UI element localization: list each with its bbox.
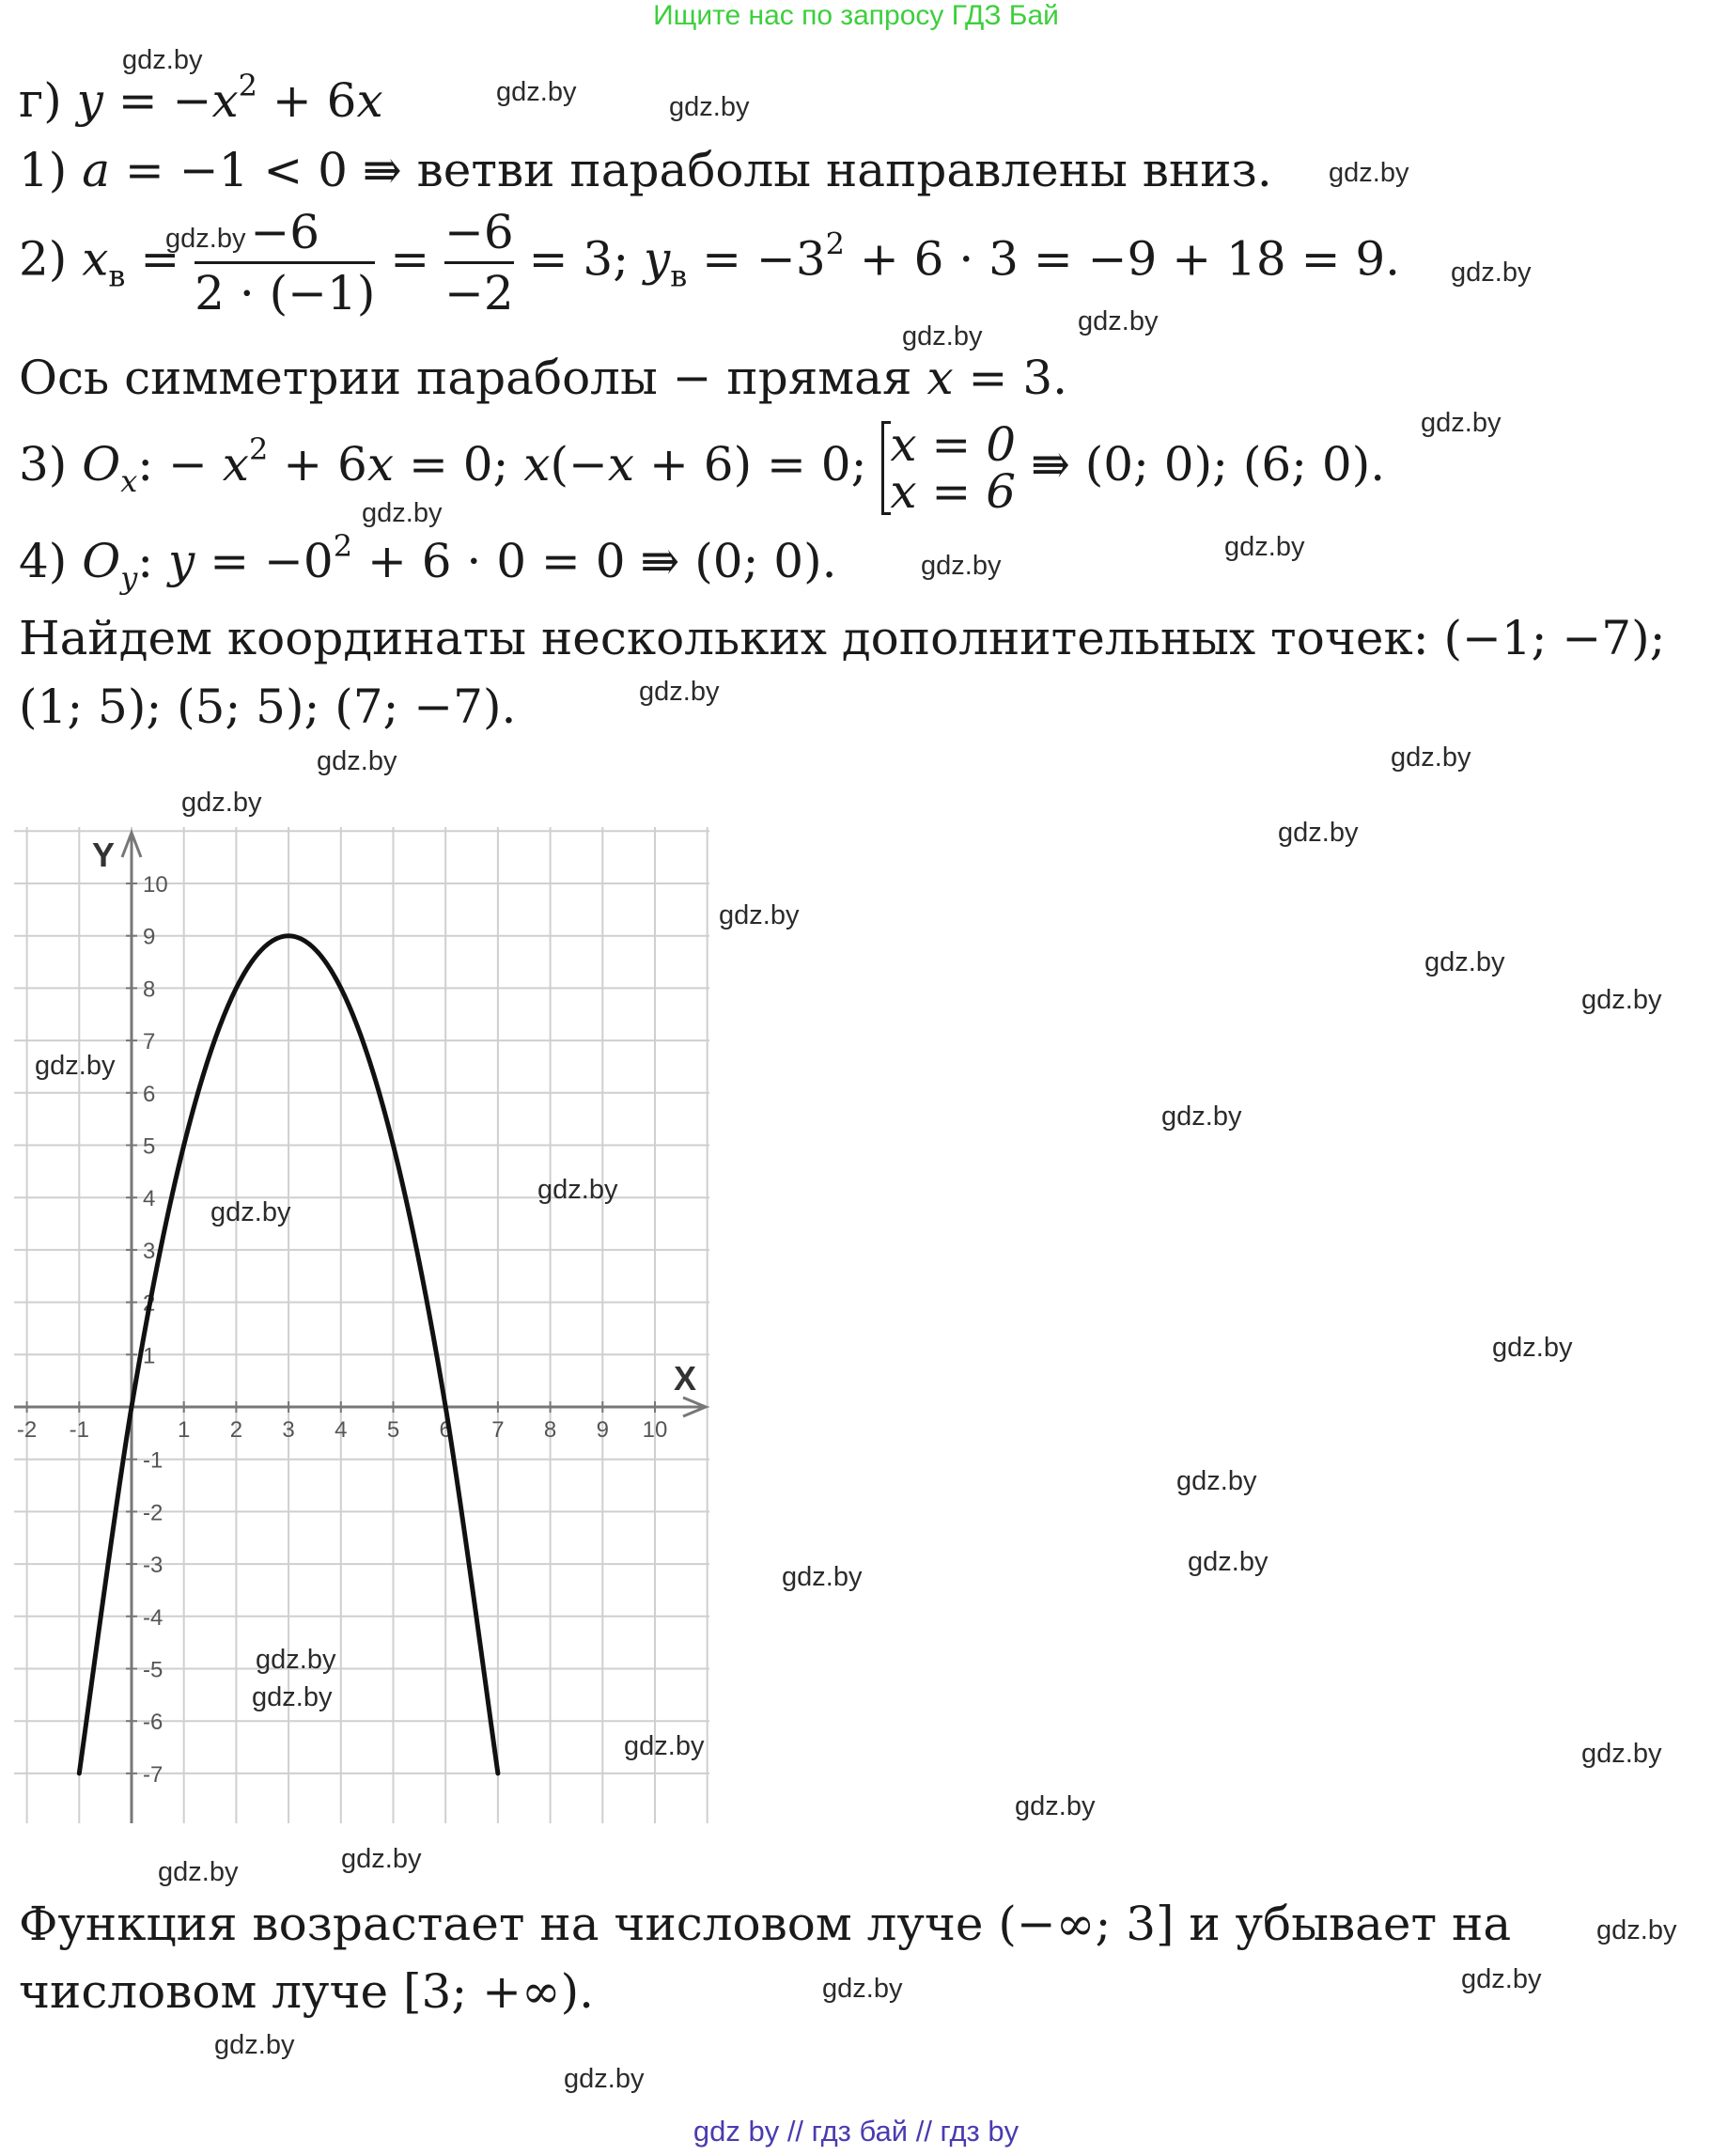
x-tick-label: -2 [16, 1417, 38, 1443]
subscript: в [108, 258, 126, 294]
y-tick-label: -3 [143, 1553, 163, 1579]
denominator: −2 [444, 266, 514, 320]
y-tick-label: 4 [143, 1186, 156, 1212]
watermark[interactable]: gdz.by [1451, 258, 1532, 288]
watermark[interactable]: gdz.by [1176, 1466, 1257, 1496]
extra-points-line-1: Найдем координаты нескольких дополнительных точек: (−1; −7); [19, 611, 1666, 665]
step-1 [19, 145, 1272, 196]
fraction-bar [195, 261, 375, 264]
y-tick-label: -1 [143, 1447, 163, 1474]
op: (− [550, 437, 608, 492]
x-tick-label: 4 [335, 1417, 348, 1443]
watermark[interactable]: gdz.by [256, 1645, 336, 1675]
op: : [137, 534, 169, 588]
x-tick-label: 3 [282, 1417, 295, 1443]
var: O [82, 534, 121, 588]
op: = −3 [687, 231, 826, 287]
var: x [366, 437, 395, 492]
denominator: 2 · (−1) [195, 266, 376, 320]
watermark[interactable]: gdz.by [122, 45, 203, 75]
y-tick-label: -5 [143, 1657, 163, 1683]
watermark[interactable]: gdz.by [537, 1175, 618, 1205]
monotonicity-line-2: числовом луче [3; +∞). [19, 1964, 595, 2019]
y-tick-label: 9 [143, 924, 156, 950]
y-axis-title: Y [92, 836, 116, 874]
function-definition [19, 68, 383, 128]
op: = − [102, 73, 212, 128]
watermark[interactable]: gdz.by [1391, 742, 1471, 773]
extra-points-line-2: (1; 5); (5; 5); (7; −7). [19, 680, 517, 734]
power: 2 [249, 431, 269, 467]
step-3 [19, 417, 1386, 519]
op: = 0; [394, 437, 524, 492]
equation-system [881, 417, 1017, 519]
y-tick-label: 8 [143, 976, 156, 1003]
subscript: y [120, 560, 138, 596]
x-tick-label: 5 [386, 1417, 400, 1443]
y-tick-label: 10 [143, 872, 168, 898]
op: : − [137, 437, 223, 492]
watermark[interactable]: gdz.by [35, 1051, 116, 1081]
item-label: г) [19, 73, 77, 128]
op: + 6 [268, 437, 367, 492]
watermark[interactable]: gdz.by [1581, 1739, 1662, 1769]
op: + 6 · 3 = −9 + 18 = 9. [845, 231, 1401, 287]
x-tick-label: 9 [596, 1417, 609, 1443]
x-tick-label: 2 [229, 1417, 243, 1443]
watermark[interactable]: gdz.by [1078, 306, 1159, 336]
var: y [643, 231, 671, 287]
watermark[interactable]: gdz.by [1278, 818, 1359, 848]
watermark[interactable]: gdz.by [782, 1562, 863, 1592]
x-tick-label: 1 [178, 1417, 191, 1443]
op: = −0 [195, 534, 334, 588]
step-text: Ось симметрии параболы − прямая [19, 351, 927, 405]
var: a [82, 143, 111, 197]
op: = 3. [953, 351, 1068, 405]
y-tick-label: -2 [143, 1500, 163, 1526]
watermark[interactable]: gdz.by [210, 1197, 291, 1227]
op: ⇛ (0; 0); (6; 0). [1016, 437, 1386, 492]
x-tick-label: -1 [69, 1417, 89, 1443]
y-tick-label: 1 [143, 1343, 156, 1369]
op: = 3; [513, 231, 644, 287]
watermark[interactable]: gdz.by [564, 2064, 645, 2094]
fraction-2 [444, 205, 514, 320]
watermark[interactable]: gdz.by [902, 321, 983, 352]
x-tick-label: 8 [543, 1417, 557, 1443]
var: x [211, 73, 239, 128]
subscript: x [120, 463, 138, 499]
parabola-graph [14, 827, 709, 1823]
x-tick-label: 6 [439, 1417, 452, 1443]
x-tick-label: 10 [642, 1417, 668, 1443]
watermark[interactable]: gdz.by [1161, 1101, 1242, 1132]
watermark[interactable]: gdz.by [639, 677, 720, 707]
watermark[interactable]: gdz.by [165, 224, 246, 254]
watermark[interactable]: gdz.by [1224, 532, 1305, 562]
system-row: x = 6 [890, 464, 1017, 519]
watermark[interactable]: gdz.by [1188, 1547, 1268, 1577]
var: x [82, 231, 109, 287]
numerator: −6 [444, 205, 514, 259]
var: x [222, 437, 249, 492]
y-tick-label: 2 [143, 1290, 156, 1317]
numerator: −6 [250, 205, 320, 259]
step-4 [19, 528, 837, 596]
step-text: ветви параболы направлены вниз. [416, 143, 1272, 197]
y-tick-label: 3 [143, 1238, 156, 1264]
var: O [82, 437, 121, 492]
var: x [523, 437, 551, 492]
subscript: в [670, 258, 688, 294]
step-number: 2) [19, 231, 83, 287]
watermark[interactable]: gdz.by [252, 1682, 333, 1712]
watermark[interactable]: gdz.by [341, 1844, 422, 1874]
watermark[interactable]: gdz.by [1424, 947, 1505, 977]
fraction-bar [444, 261, 514, 264]
y-tick-label: 6 [143, 1081, 156, 1107]
op: = [125, 231, 195, 287]
power: 2 [333, 528, 353, 564]
op: + 6 · 0 = 0 ⇛ (0; 0). [352, 534, 837, 588]
step-number: 1) [19, 143, 83, 197]
watermark[interactable]: gdz.by [158, 1857, 239, 1887]
var: y [76, 73, 103, 128]
var: x [356, 73, 383, 128]
symmetry-axis-line [19, 352, 1067, 404]
power: 2 [825, 226, 845, 262]
watermark[interactable]: gdz.by [1581, 985, 1662, 1015]
top-banner[interactable]: Ищите нас по запросу ГДЗ Бай [653, 0, 1059, 31]
y-tick-label: 7 [143, 1029, 156, 1055]
op: = −1 < 0 ⇛ [110, 143, 417, 197]
watermark[interactable]: gdz.by [1461, 1964, 1542, 1994]
y-tick-label: 5 [143, 1133, 156, 1160]
watermark[interactable]: gdz.by [1329, 158, 1409, 188]
step-number: 3) [19, 437, 83, 492]
power: 2 [238, 68, 257, 103]
watermark[interactable]: gdz.by [496, 77, 577, 107]
watermark[interactable]: gdz.by [669, 92, 750, 122]
watermark[interactable]: gdz.by [624, 1731, 705, 1761]
var: y [168, 534, 195, 588]
step-number: 4) [19, 534, 83, 588]
watermark[interactable]: gdz.by [214, 2030, 295, 2060]
watermark[interactable]: gdz.by [1015, 1791, 1096, 1821]
monotonicity-line-1: Функция возрастает на числовом луче (−∞; 3] и убывает на [19, 1897, 1512, 1951]
y-tick-label: -7 [143, 1761, 163, 1788]
y-tick-label: -4 [143, 1604, 163, 1631]
y-tick-label: -6 [143, 1710, 163, 1736]
watermark[interactable]: gdz.by [719, 900, 800, 930]
watermark[interactable]: gdz.by [1596, 1915, 1677, 1945]
watermark[interactable]: gdz.by [1421, 408, 1502, 438]
watermark[interactable]: gdz.by [822, 1974, 903, 2004]
x-tick-label: 7 [491, 1417, 505, 1443]
op: + 6) = 0; [634, 437, 882, 492]
var: x [926, 351, 954, 405]
watermark[interactable]: gdz.by [317, 746, 397, 776]
op: = [375, 231, 445, 287]
system-row: x = 0 [890, 417, 1017, 472]
watermark[interactable]: gdz.by [362, 498, 443, 528]
var: x [607, 437, 635, 492]
x-axis-title: X [674, 1359, 697, 1398]
footer-links[interactable]: gdz by // гдз бай // гдз by [693, 2115, 1019, 2148]
op: + 6 [257, 73, 357, 128]
watermark[interactable]: gdz.by [181, 788, 262, 818]
watermark[interactable]: gdz.by [921, 551, 1002, 581]
watermark[interactable]: gdz.by [1492, 1333, 1573, 1363]
